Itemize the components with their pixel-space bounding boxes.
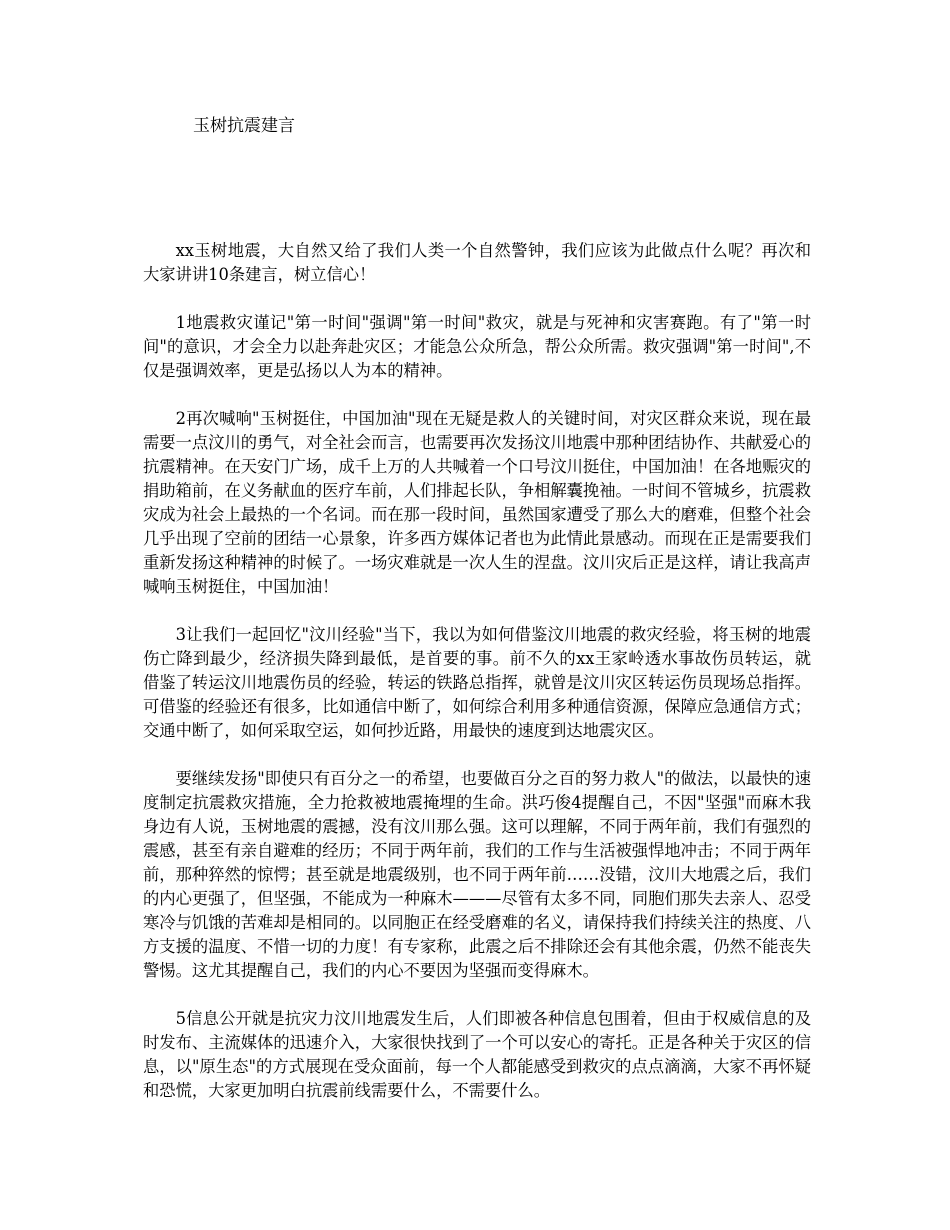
paragraph-intro: xx玉树地震，大自然又给了我们人类一个自然警钟，我们应该为此做点什么呢？再次和大家讲讲10条建言，树立信心！ [143,241,811,284]
paragraph-2-yushu-hold-on: 2再次喊响"玉树挺住，中国加油"现在无疑是救人的关键时间，对灾区群众来说，现在最需要一点汶川的勇气，对全社会而言，也需要再次发扬汶川地震中那种团结协作、共献爱心的抗震精神。在天安门广场，成千上万的人共喊着一个口号汶川挺住，中国加油！在各地赈灾的捐助箱前，在义务献血的医疗车前，人们排起长队，争相解囊挽袖。一时间不管城乡，抗震救灾成为社会上最热的一个名词。而在那一段时间，虽然国家遭受了那么大的磨难，但整个社会几乎出现了空前的团结一心景象，许多西方媒体记者也为此情此景感动。而现在正是需要我们重新发扬这种精神的时候了。一场灾难就是一次人生的涅盘。汶川灾后正是这样，请让我高声喊响玉树挺住，中国加油！ [143,409,811,596]
document-body [143,239,811,1127]
document-title: 玉树抗震建言 [193,116,295,136]
paragraph-5-information-open: 5信息公开就是抗灾力汶川地震发生后，人们即被各种信息包围着，但由于权威信息的及时发布、主流媒体的迅速介入，大家很快找到了一个可以安心的寄托。正是各种关于灾区的信息，以"原生态"的方式展现在受众面前，每一个人都能感受到救灾的点点滴滴，大家不再怀疑和恐慌，大家更加明白抗震前线需要什么，不需要什么。 [143,1009,811,1100]
paragraph-4-not-numb: 要继续发扬"即使只有百分之一的希望，也要做百分之百的努力救人"的做法，以最快的速度制定抗震救灾措施，全力抢救被地震掩埋的生命。洪巧俊4提醒自己，不因"坚强"而麻木我身边有人说，玉树地震的震撼，没有汶川那么强。这可以理解，不同于两年前，我们有强烈的震感，甚至有亲自避难的经历；不同于两年前，我们的工作与生活被强悍地冲击；不同于两年前，那种猝然的惊愕；甚至就是地震级别，也不同于两年前……没错，汶川大地震之后，我们的内心更强了，但坚强，不能成为一种麻木———尽管有太多不同，同胞们那失去亲人、忍受寒冷与饥饿的苦难却是相同的。以同胞正在经受磨难的名义，请保持我们持续关注的热度、八方支援的温度、不惜一切的力度！有专家称，此震之后不排除还会有其他余震，仍然不能丧失警惕。这尤其提醒自己，我们的内心不要因为坚强而变得麻木。 [143,769,811,980]
paragraph-1-first-time: 1地震救灾谨记"第一时间"强调"第一时间"救灾，就是与死神和灾害赛跑。有了"第一时间"的意识，才会全力以赴奔赴灾区；才能急公众所急，帮公众所需。救灾强调"第一时间",不仅是强调效率，更是弘扬以人为本的精神。 [143,313,811,380]
paragraph-3-wenchuan-experience: 3让我们一起回忆"汶川经验"当下，我以为如何借鉴汶川地震的救灾经验，将玉树的地震伤亡降到最少，经济损失降到最低，是首要的事。前不久的xx王家岭透水事故伤员转运，就借鉴了转运汶川地震伤员的经验，转运的铁路总指挥，就曾是汶川灾区转运伤员现场总指挥。可借鉴的经验还有很多，比如通信中断了，如何综合利用多种通信资源，保障应急通信方式；交通中断了，如何采取空运，如何抄近路，用最快的速度到达地震灾区。 [143,625,811,740]
